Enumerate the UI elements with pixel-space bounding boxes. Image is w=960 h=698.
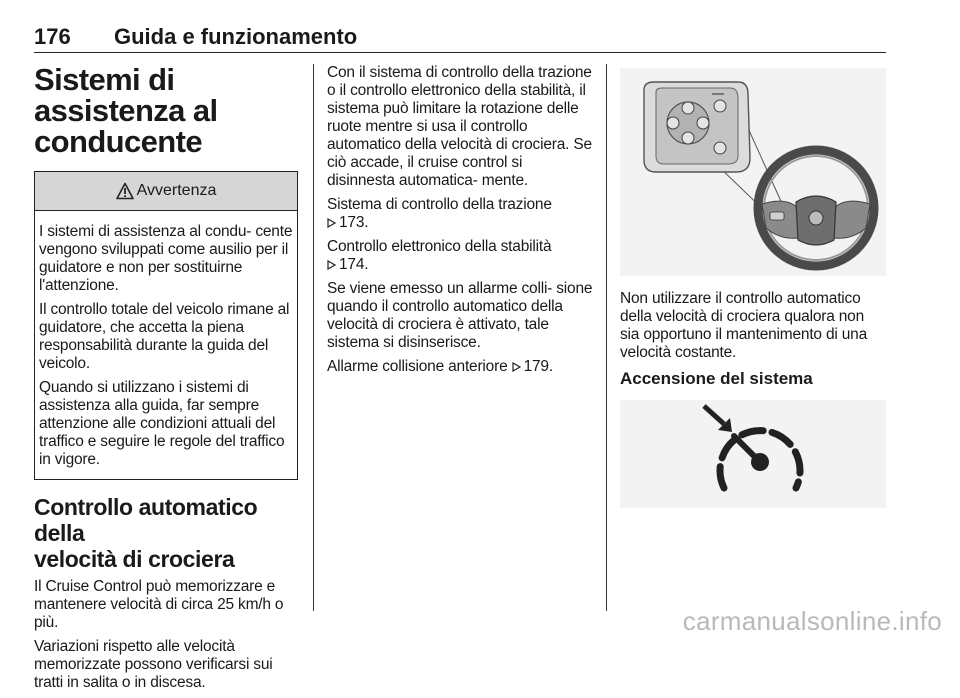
cross-reference-text: Allarme collisione anteriore [327,358,508,375]
warning-paragraph: I sistemi di assistenza al condu- cente vengono sviluppati come ausilio per il guidatore e non per sostituirne l'attenzione. [39,223,293,294]
page-reference-arrow-icon [327,260,336,270]
watermark-text: carmanualsonline.info [682,606,942,636]
main-heading-line1: Sistemi di assistenza al [34,62,218,128]
page-header [34,24,886,53]
cruise-control-speedometer-icon [620,400,886,508]
cruise-control-heading [34,494,300,572]
cross-reference-link[interactable]: 179. [523,358,553,375]
body-paragraph: Il Cruise Control può memorizzare e mantenere velocità di circa 25 km/h o più. [34,578,284,631]
warning-paragraph: Quando si utilizzano i sistemi di assistenza alla guida, far sempre attenzione alle condizioni attuali del traffico e seguire le regole del traffico in vigore. [39,379,285,468]
main-heading-line2: conducente [34,124,202,159]
main-heading [34,64,300,157]
steering-wheel-illustration [620,68,886,276]
body-paragraph: Con il sistema di controllo della trazione o il controllo elettronico della stabilità, il sistema può limitare la rotazione delle ruote mentre si usa il controllo automatico della velocità di crociera. Se ciò accade, il cruise control si disinnesta automatica- mente. [327,64,592,189]
warning-paragraph: Il controllo totale del veicolo rimane al guidatore, che accetta la piena responsabilità durante la guida del veicolo. [39,301,290,372]
left-column [34,64,300,698]
body-paragraph: Se viene emesso un allarme colli- sione quando il controllo automatico della velocità di crociera è attivato, tale sistema si disinserisce. [327,280,593,351]
section-subheading: Accensione del sistema [620,369,813,388]
column-divider [606,64,607,611]
steering-wheel-controls-icon [620,68,886,276]
cross-reference [327,238,593,274]
cross-reference [327,196,593,232]
right-column [620,64,886,508]
warning-triangle-icon [116,182,134,200]
cruise-control-heading-line1: Controllo automatico della [34,494,258,546]
section-title: Guida e funzionamento [114,24,358,49]
cross-reference-link[interactable]: 174. [339,256,369,273]
column-divider [313,64,314,611]
warning-title: Avvertenza [136,182,217,199]
cross-reference-text: Controllo elettronico della stabilità [327,238,552,255]
warning-header [35,172,297,211]
page-reference-arrow-icon [327,218,336,228]
body-paragraph: Non utilizzare il controllo automatico della velocità di crociera qualora non sia opportuno il mantenimento di una velocità costante. [620,290,867,361]
page-reference-arrow-icon [512,362,521,372]
cruise-control-symbol [620,400,886,508]
page-number: 176 [34,24,71,49]
warning-body [35,211,297,479]
cross-reference-link[interactable]: 173. [339,214,369,231]
middle-column [327,64,593,382]
body-paragraph: Variazioni rispetto alle velocità memorizzate possono verificarsi sui tratti in salita o in discesa. [34,638,273,691]
warning-box [34,171,298,480]
cross-reference-text: Sistema di controllo della trazione [327,196,552,213]
cross-reference [327,358,593,376]
cruise-control-heading-line2: velocità di crociera [34,546,235,572]
